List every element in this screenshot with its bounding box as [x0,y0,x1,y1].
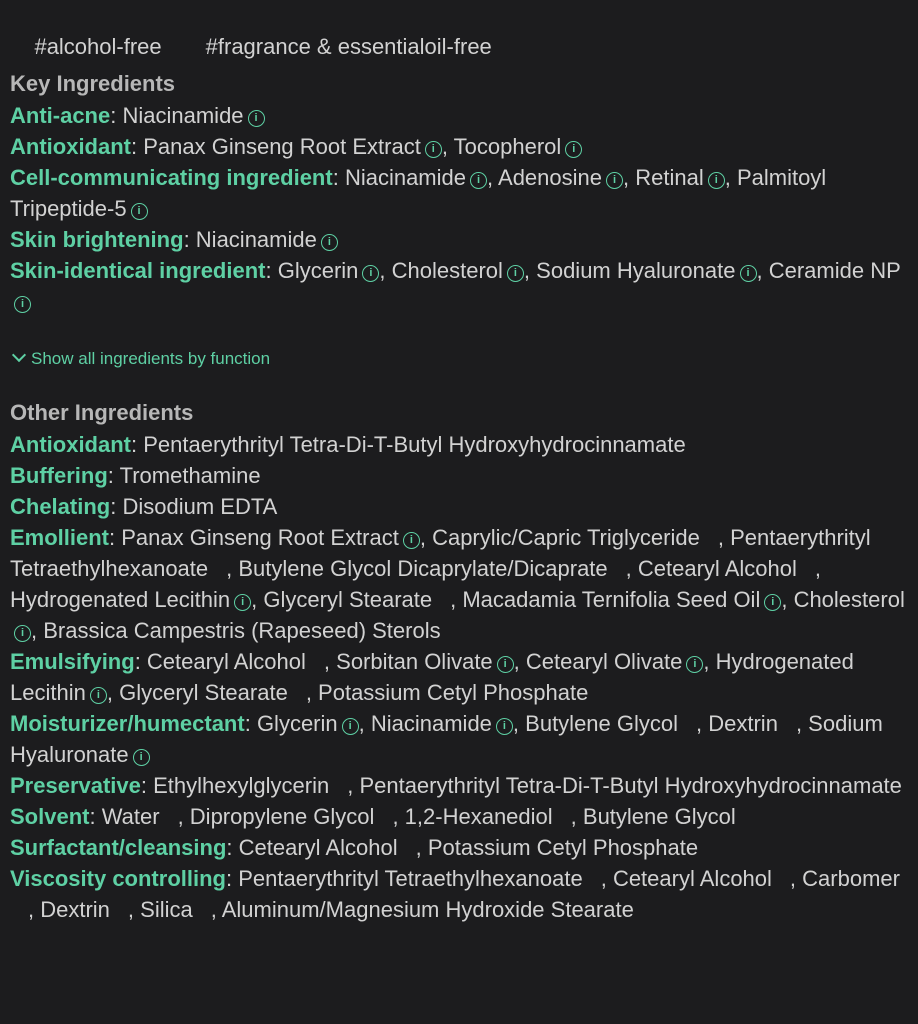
ingredient-link[interactable]: Niacinamide [195,227,317,252]
function-row: Chelating: Disodium EDTA [10,494,278,519]
function-row: Moisturizer/humectant: Glycerin i , Niacinamide i , Butylene Glycol , Dextrin , Sodium Hyaluronate i [10,711,883,767]
ingredient-link[interactable]: Tocopherol [453,134,562,159]
ingredient-link[interactable]: Potassium Cetyl Phosphate [427,835,699,860]
ingredient-link[interactable]: Hydrogenated Lecithin [10,649,854,705]
function-row: Buffering: Tromethamine [10,463,261,488]
ingredient-link[interactable]: Glyceryl Stearate [119,680,288,705]
key-ingredients-title: Key Ingredients [10,71,176,96]
ingredient-link[interactable]: Niacinamide [122,103,244,128]
function-row: Cell-communicating ingredient: Niacinamide i , Adenosine i , Retinal i , Palmitoyl Tripeptide-5 i [10,165,827,221]
info-circle-icon[interactable]: i [133,749,150,766]
ingredient-link[interactable]: Retinal [635,165,704,190]
info-circle-icon[interactable]: i [507,265,524,282]
ingredient-link[interactable]: Butylene Glycol [525,711,679,736]
ingredient-link[interactable]: Dextrin [708,711,778,736]
ingredient-link[interactable]: Panax Ginseng Root Extract [121,525,399,550]
function-label[interactable]: Emulsifying [10,649,135,674]
function-label[interactable]: Buffering [10,463,108,488]
key-ingredients-list [10,100,912,317]
ingredient-link[interactable]: Adenosine [498,165,602,190]
function-row: Viscosity controlling: Pentaerythrityl Tetraethylhexanoate , Cetearyl Alcohol , Carbomer, Dextrin , Silica , Aluminum/Magnesium Hydroxide Stearate [10,866,900,922]
ingredient-link[interactable]: Cetearyl Olivate [525,649,683,674]
ingredient-link[interactable]: Disodium EDTA [122,494,278,519]
info-circle-icon[interactable]: i [342,718,359,735]
tag-fragrance-free[interactable]: #fragrance & essentialoil-free [205,34,492,59]
info-circle-icon[interactable]: i [497,656,514,673]
function-row: Emulsifying: Cetearyl Alcohol , Sorbitan Olivate i , Cetearyl Olivate i , Hydrogenated Lecithin i , Glyceryl Stearate , Potassium Cetyl Phosphate [10,649,854,705]
ingredient-link[interactable]: Niacinamide [370,711,492,736]
ingredient-link[interactable]: Hydrogenated Lecithin [10,587,231,612]
ingredient-link[interactable]: Panax Ginseng Root Extract [143,134,421,159]
function-label[interactable]: Skin-identical ingredient [10,258,266,283]
ingredient-link[interactable]: Carbomer [802,866,900,891]
info-circle-icon[interactable]: i [14,296,31,313]
ingredient-link[interactable]: Potassium Cetyl Phosphate [318,680,589,705]
chevron-down-icon [12,348,26,362]
info-circle-icon[interactable]: i [740,265,757,282]
function-label[interactable]: Antioxidant [10,134,131,159]
function-row: Skin-identical ingredient: Glycerin i , Cholesterol i , Sodium Hyaluronate i , Ceramide NPi [10,255,912,317]
ingredient-link[interactable]: 1,2-Hexanediol [404,804,553,829]
ingredient-link[interactable]: Butylene Glycol Dicaprylate/Dicaprate [238,556,608,581]
info-circle-icon[interactable]: i [686,656,703,673]
ingredient-link[interactable]: Glycerin [277,258,359,283]
ingredient-link[interactable]: Tromethamine [119,463,261,488]
function-row: Antioxidant: Panax Ginseng Root Extract i , Tocopherol i [10,131,912,162]
other-ingredients-title: Other Ingredients [10,400,194,425]
ingredient-link[interactable]: Pentaerythrityl Tetra-Di-T-Butyl Hydroxyhydrocinnamate [143,432,686,457]
ingredient-link[interactable]: Pentaerythrityl Tetraethylhexanoate [238,866,583,891]
ingredient-link[interactable]: Dipropylene Glycol [189,804,375,829]
function-row: Preservative: Ethylhexylglycerin , Pentaerythrityl Tetra-Di-T-Butyl Hydroxyhydrocinnamate [10,773,902,798]
ingredient-link[interactable]: Dextrin [40,897,110,922]
ingredient-link[interactable]: Cetearyl Alcohol [612,866,772,891]
ingredient-link[interactable]: Cetearyl Alcohol [637,556,797,581]
info-circle-icon[interactable]: i [14,625,31,642]
show-all-ingredients-toggle[interactable] [10,346,270,372]
ingredient-link[interactable]: Sorbitan Olivate [336,649,493,674]
ingredient-link[interactable]: Ceramide NP [768,258,901,283]
tag-alcohol-free[interactable]: #alcohol-free [34,34,162,59]
ingredient-link[interactable]: Sodium Hyaluronate [10,711,883,767]
function-row: Solvent: Water , Dipropylene Glycol , 1,2-Hexanediol , Butylene Glycol [10,804,736,829]
info-circle-icon[interactable]: i [234,594,251,611]
function-row: Antioxidant: Pentaerythrityl Tetra-Di-T-Butyl Hydroxyhydrocinnamate [10,432,686,457]
function-label[interactable]: Solvent [10,804,90,829]
ingredient-link[interactable]: Glycerin [256,711,338,736]
info-circle-icon[interactable]: i [90,687,107,704]
info-circle-icon[interactable]: i [764,594,781,611]
ingredient-link[interactable]: Caprylic/Capric Triglyceride [432,525,700,550]
other-ingredients-list [10,429,912,925]
info-circle-icon[interactable]: i [496,718,513,735]
info-circle-icon[interactable]: i [362,265,379,282]
function-label[interactable]: Skin brightening [10,227,184,252]
ingredient-link[interactable]: Cholesterol [391,258,503,283]
info-circle-icon[interactable]: i [425,141,442,158]
ingredient-link[interactable]: Cetearyl Alcohol [146,649,306,674]
ingredient-link[interactable]: Niacinamide [344,165,466,190]
toggle-label: Show all ingredients by function [31,349,271,368]
info-circle-icon[interactable]: i [708,172,725,189]
info-circle-icon[interactable]: i [248,110,265,127]
function-label[interactable]: Viscosity controlling [10,866,226,891]
ingredient-link[interactable]: Cholesterol [793,587,905,612]
function-row: Anti-acne: Niacinamide i [10,100,912,131]
ingredient-link[interactable]: Macadamia Ternifolia Seed Oil [462,587,761,612]
ingredient-link[interactable]: Palmitoyl Tripeptide-5 [10,165,827,221]
info-circle-icon[interactable]: i [470,172,487,189]
ingredient-link[interactable]: Ethylhexylglycerin [153,773,330,798]
info-circle-icon[interactable]: i [321,234,338,251]
ingredient-link[interactable]: Brassica Campestris (Rapeseed) Sterols [43,618,441,643]
function-label[interactable]: Emollient [10,525,110,550]
ingredient-link[interactable]: Glyceryl Stearate [263,587,433,612]
function-label[interactable]: Preservative [10,773,141,798]
function-label[interactable]: Cell-communicating ingredient [10,165,333,190]
function-label[interactable]: Anti-acne [10,103,111,128]
ingredient-link[interactable]: Silica [140,897,193,922]
function-label[interactable]: Chelating [10,494,111,519]
ingredient-link[interactable]: Pentaerythrityl Tetra-Di-T-Butyl Hydroxyhydrocinnamate [359,773,902,798]
function-label[interactable]: Surfactant/cleansing [10,835,227,860]
ingredient-link[interactable]: Pentaerythrityl Tetraethylhexanoate [10,525,871,581]
ingredient-link[interactable]: Sodium Hyaluronate [536,258,736,283]
info-circle-icon[interactable]: i [131,203,148,220]
ingredient-link[interactable]: Water [101,804,160,829]
ingredient-link[interactable]: Butylene Glycol [582,804,736,829]
info-circle-icon[interactable]: i [565,141,582,158]
function-row: Emollient: Panax Ginseng Root Extract i , Caprylic/Capric Triglyceride , Pentaerythrityl Tetraethylhexanoate , Butylene Glycol Dicaprylate/Dicaprate , Cetearyl Alcohol , Hydrogenated Lecithin i , Glyceryl Stearate , Macadamia Ternifolia Seed Oil i , Cholesteroli , Brassica Campestris (Rapeseed) Sterols [10,525,905,643]
function-row: Surfactant/cleansing: Cetearyl Alcohol , Potassium Cetyl Phosphate [10,835,699,860]
function-label[interactable]: Antioxidant [10,432,131,457]
ingredient-link[interactable]: Aluminum/Magnesium Hydroxide Stearate [221,897,634,922]
info-circle-icon[interactable]: i [403,532,420,549]
function-label[interactable]: Moisturizer/humectant [10,711,245,736]
info-circle-icon[interactable]: i [606,172,623,189]
ingredient-link[interactable]: Cetearyl Alcohol [238,835,398,860]
function-row: Skin brightening: Niacinamide i [10,224,912,255]
